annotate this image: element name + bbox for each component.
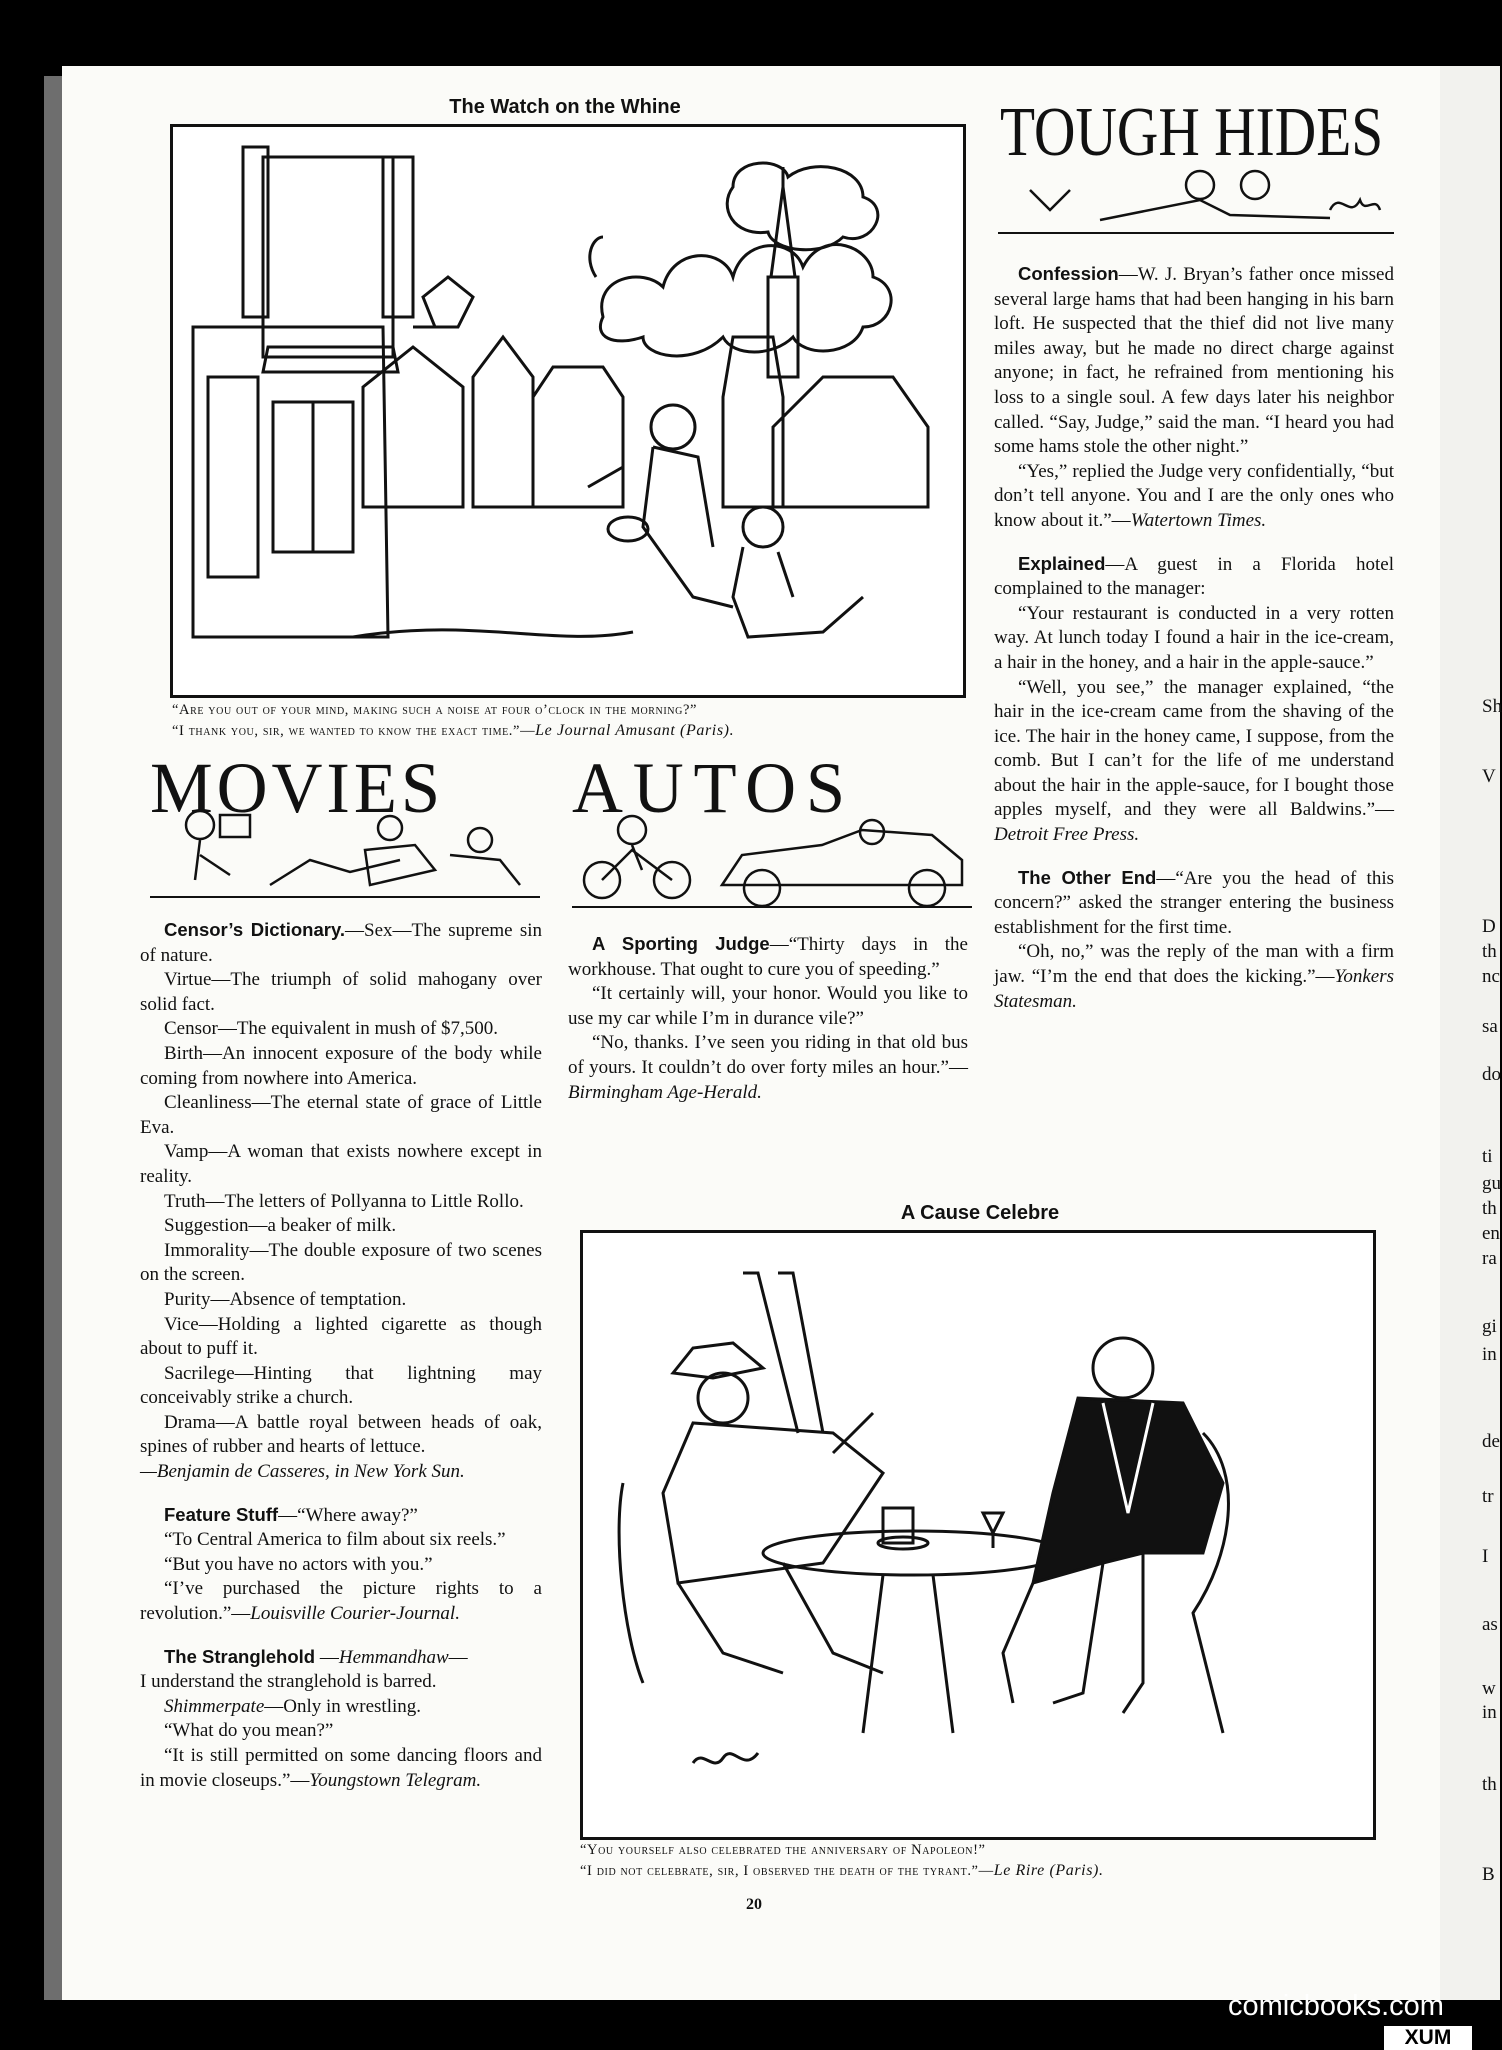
autos-column: [568, 932, 968, 1105]
stranglehold-line: “What do you mean?”: [164, 1720, 334, 1742]
censor-entry: Vice—Holding a lighted cigarette as though about to puff it.: [140, 1313, 542, 1360]
book-spine: [44, 76, 62, 2000]
feature-line: “I’ve purchased the picture rights to a revolution.”—Louisville Courier-Journal.: [140, 1578, 542, 1625]
headline-confession: Confession: [1018, 263, 1119, 284]
autos-illustration: [572, 800, 972, 906]
censor-entry: Sacrilege—Hinting that lightning may conceivably strike a church.: [140, 1362, 542, 1409]
headline-feature-stuff: Feature Stuff: [164, 1503, 279, 1525]
adjacent-page-text: as: [1482, 1614, 1498, 1635]
feature-line: “But you have no actors with you.”: [164, 1553, 433, 1575]
stranglehold-line: I understand the stranglehold is barred.: [140, 1671, 437, 1693]
watermark-comicbooks: comicbooks.com: [1228, 1990, 1444, 2022]
censor-entry: Virtue—The triumph of solid mahogany over solid fact.: [140, 969, 542, 1015]
adjacent-page-text: sa: [1482, 1016, 1498, 1037]
tough-hides-column: [994, 262, 1394, 1014]
adjacent-page-text: th: [1482, 1774, 1497, 1795]
adjacent-page-text: th: [1482, 941, 1497, 962]
section-header-autos: AUTOS: [572, 748, 855, 828]
movies-rule: [150, 896, 540, 898]
censor-entry: Drama—A battle royal between heads of oak, spines of rubber and hearts of lettuce.: [140, 1411, 542, 1458]
article-feature-stuff: Feature Stuff—“Where away?”: [164, 1503, 418, 1526]
source-birmingham: Birmingham Age-Herald.: [568, 1081, 762, 1103]
adjacent-page-text: de: [1482, 1431, 1500, 1452]
adjacent-page-text: ti: [1482, 1146, 1493, 1167]
movies-column: [140, 918, 542, 1793]
cartoon2-caption-line-2: “I did not celebrate, sir, I observed the death of the tyrant.”—Le Rire (Paris).: [580, 1862, 1104, 1879]
adjacent-page-text: ra: [1482, 1248, 1497, 1269]
adjacent-page-text: V: [1482, 766, 1496, 787]
other-end-reply: “Oh, no,” was the reply of the man with a firm jaw. “I’m the end that does the kicking.”—Yonkers Statesman.: [994, 941, 1394, 1012]
article-confession: Confession—W. J. Bryan’s father once missed several large hams that had been hanging in his barn loft. He suspected that the thief did not live many miles away, but he made no direct charge against anyone; in fact, he refrained from mentioning his loss to a single soul. A few days later his neighbor called. “Say, Judge,” said the man. “I heard you had some hams stole the other night.”: [994, 263, 1394, 458]
adjacent-page-text: gi: [1482, 1316, 1497, 1337]
source-louisville: Louisville Courier-Journal.: [250, 1603, 460, 1625]
article-other-end: The Other End—“Are you the head of this concern?” asked the stranger entering the business establishment for the first time.: [994, 866, 1394, 938]
cartoon-caption-line-2: “I thank you, sir, we wanted to know the exact time.”—Le Journal Amusant (Paris).: [172, 722, 735, 739]
sporting-judge-line: “It certainly will, your honor. Would you like to use my car while I’m in durance vile?”: [568, 983, 968, 1029]
cartoon-illustration-town-square: [170, 124, 966, 698]
article-sporting-judge: A Sporting Judge—“Thirty days in the workhouse. That ought to cure you of speeding.”: [568, 933, 968, 980]
source-detroit: Detroit Free Press.: [994, 824, 1140, 846]
article-stranglehold: The Stranglehold —Hemmandhaw—: [164, 1645, 468, 1668]
autos-rule: [572, 906, 972, 908]
adjacent-page-text: en: [1482, 1223, 1500, 1244]
censor-entry: Cleanliness—The eternal state of grace of Little Eva.: [140, 1092, 542, 1138]
tough-hides-illustration: [1000, 160, 1400, 232]
cartoon-title-cause-celebre: A Cause Celebre: [900, 1202, 1060, 1224]
censor-entries-list: [140, 968, 542, 1460]
adjacent-page-text: gu: [1482, 1173, 1501, 1194]
adjacent-page-text: tr: [1482, 1486, 1494, 1507]
adjacent-page-text: in: [1482, 1344, 1497, 1365]
explained-line: “Your restaurant is conducted in a very rotten way. At lunch today I found a hair in the ice-cream, a hair in the honey, and a hair in the apple-sauce.”: [994, 602, 1394, 673]
headline-sporting-judge: A Sporting Judge: [592, 933, 770, 954]
adjacent-page-text: I: [1482, 1546, 1489, 1567]
headline-censors-dictionary: Censor’s Dictionary.: [164, 919, 345, 940]
headline-other-end: The Other End: [1018, 866, 1157, 888]
adjacent-page-text: Sh: [1482, 696, 1502, 717]
censor-entry: Birth—An innocent exposure of the body while coming from nowhere into America.: [140, 1042, 542, 1089]
badge-xum: XUM: [1384, 2026, 1472, 2050]
article-censors-dictionary: Censor’s Dictionary.—Sex—The supreme sin of nature.: [140, 919, 542, 966]
censor-entry: Truth—The letters of Pollyanna to Little Rollo.: [164, 1190, 524, 1212]
adjacent-page-fragment: [1440, 66, 1500, 2000]
adjacent-page-text: D: [1482, 916, 1496, 937]
adjacent-page-text: w: [1482, 1678, 1496, 1699]
censor-entry: Immorality—The double exposure of two scenes on the screen.: [140, 1239, 542, 1286]
source-youngstown: Youngstown Telegram.: [309, 1769, 482, 1791]
source-yonkers: Yonkers Statesman.: [994, 966, 1394, 1012]
article-explained: Explained—A guest in a Florida hotel complained to the manager:: [994, 552, 1394, 600]
tough-hides-rule: [998, 232, 1394, 234]
confession-reply: “Yes,” replied the Judge very confidentially, “but don’t tell anyone. You and I are the only ones who know about it.”—Watertown Times.: [994, 460, 1394, 531]
censor-entry: Suggestion—a beaker of milk.: [164, 1215, 397, 1237]
adjacent-page-text: nc: [1482, 966, 1500, 987]
source-de-casseres: —Benjamin de Casseres, in New York Sun.: [140, 1461, 465, 1483]
adjacent-page-text: in: [1482, 1702, 1497, 1723]
cartoon2-caption-line-1: “You yourself also celebrated the anniversary of Napoleon!”: [580, 1842, 986, 1858]
censor-entry: Vamp—A woman that exists nowhere except in reality.: [140, 1141, 542, 1187]
page-number: 20: [746, 1896, 762, 1913]
stranglehold-line: Shimmerpate—Only in wrestling.: [164, 1695, 422, 1717]
movies-illustration: [150, 800, 550, 896]
cartoon-illustration-cafe: [580, 1230, 1376, 1840]
cartoon-caption-line-1: “Are you out of your mind, making such a noise at four o’clock in the morning?”: [172, 702, 698, 718]
censor-entry: Censor—The equivalent in mush of $7,500.: [164, 1018, 499, 1040]
sporting-judge-line: “No, thanks. I’ve seen you riding in that old bus of yours. It couldn’t do over forty miles an hour.”—Birmingham Age-Herald.: [568, 1032, 968, 1103]
censor-entry: Purity—Absence of temptation.: [164, 1288, 407, 1310]
cartoon-caption-source: Le Journal Amusant (Paris).: [535, 722, 735, 739]
cartoon2-caption-source: Le Rire (Paris).: [993, 1862, 1104, 1879]
cartoon-title-watch-on-the-whine: The Watch on the Whine: [449, 96, 681, 118]
section-header-tough-hides: TOUGH HIDES: [1000, 94, 1384, 171]
adjacent-page-text: B: [1482, 1864, 1495, 1885]
headline-explained: Explained: [1018, 552, 1106, 574]
feature-line: “To Central America to film about six reels.”: [164, 1529, 506, 1551]
headline-stranglehold: The Stranglehold: [164, 1645, 316, 1667]
explained-line: “Well, you see,” the manager explained, “the hair in the ice-cream came from the shaving of the ice. The hair in the honey came, I suppose, from the comb. But I can’t for the life of me understand about the hair in the apple-sauce, for I bought those apples myself, and they were all Baldwins.”—Detroit Free Press.: [994, 676, 1394, 846]
stranglehold-line: “It is still permitted on some dancing floors and in movie closeups.”—Youngstown Telegram.: [140, 1745, 542, 1791]
section-header-movies: MOVIES: [150, 748, 445, 828]
adjacent-page-text: do: [1482, 1064, 1501, 1085]
adjacent-page-text: th: [1482, 1198, 1497, 1219]
source-watertown: Watertown Times.: [1130, 509, 1267, 531]
